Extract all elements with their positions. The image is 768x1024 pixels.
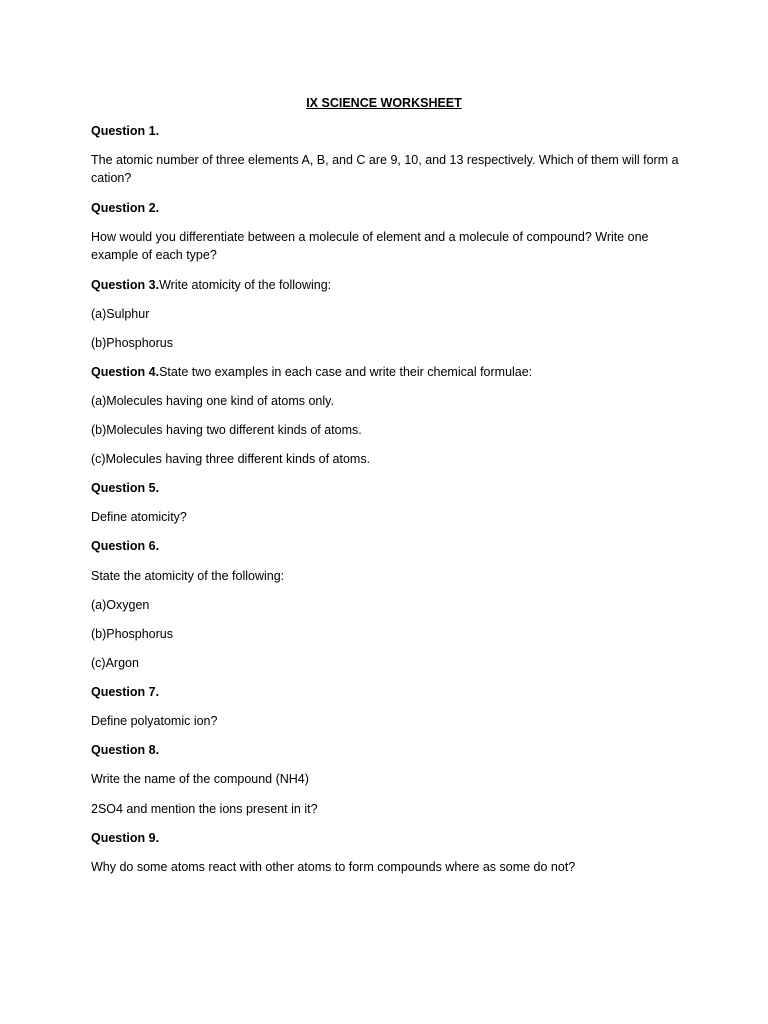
question-4-option-b: (b)Molecules having two different kinds of atoms. [91,423,362,437]
question-2-label: Question 2. [91,201,160,215]
question-1-text: The atomic number of three elements A, B, and C are 9, 10, and 13 respectively. Which of them will form a cation? [91,153,679,185]
question-3-text: Write atomicity of the following: [159,278,332,292]
question-6-text: State the atomicity of the following: [91,569,285,583]
question-4 [91,363,691,381]
question-4-option-a: (a)Molecules having one kind of atoms only. [91,394,334,408]
question-4-label: Question 4. [91,365,160,379]
question-8-label: Question 8. [91,743,160,757]
question-3-option-a: (a)Sulphur [91,307,150,321]
question-7-text: Define polyatomic ion? [91,714,218,728]
question-3-label: Question 3. [91,278,160,292]
question-2-text: How would you differentiate between a molecule of element and a molecule of compound? Write one example of each type? [91,230,649,262]
question-3 [91,276,691,294]
question-1-label: Question 1. [91,124,160,138]
question-5-label: Question 5. [91,481,160,495]
worksheet-title: IX SCIENCE WORKSHEET [306,96,462,110]
question-5-text: Define atomicity? [91,510,187,524]
question-4-text: State two examples in each case and write their chemical formulae: [159,365,533,379]
question-3-option-b: (b)Phosphorus [91,336,173,350]
question-6-option-a: (a)Oxygen [91,598,150,612]
question-8-text-line-2: 2SO4 and mention the ions present in it? [91,802,318,816]
question-6-label: Question 6. [91,539,160,553]
question-6-option-b: (b)Phosphorus [91,627,173,641]
question-7-label: Question 7. [91,685,160,699]
question-4-option-c: (c)Molecules having three different kinds of atoms. [91,452,371,466]
question-8-text-line-1: Write the name of the compound (NH4) [91,772,309,786]
question-9-text: Why do some atoms react with other atoms to form compounds where as some do not? [91,860,576,874]
question-9-label: Question 9. [91,831,160,845]
question-6-option-c: (c)Argon [91,656,139,670]
